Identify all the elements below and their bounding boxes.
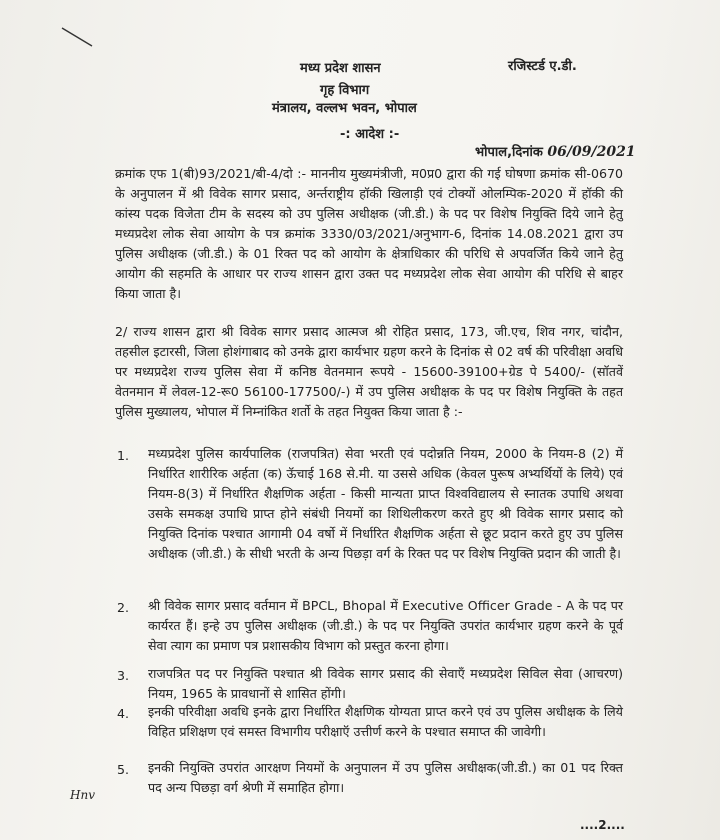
order-title: -: आदेश :- — [340, 127, 400, 142]
order-date — [475, 142, 636, 160]
condition-text: मध्यप्रदेश पुलिस कार्यपालिक (राजपत्रित) सेवा भरती एवं पदोन्नति नियम, 2000 के नियम-8 (2) में निर्धारित शारीरिक अर्हता (क) ऊॅचाई 168 से.मी. या उससे अधिक (केवल पुरूष अभ्यर्थियों के लिये) एवं नियम-8(3) में निर्धारित शैक्षणिक अर्हता - किसी मान्यता प्राप्त विश्वविद्यालय से स्नातक उपाधि अथवा उसके समकक्ष उपाधि प्राप्त होने संबंधी नियमों का शिथिलीकरण करते हुए श्री विवेक सागर प्रसाद को नियुक्ति दिनांक पश्चात आगामी 04 वर्षो में निर्धारित शैक्षणिक अर्हता से छूट प्रदान करते हुए उप पुलिस अधीक्षक (जी.डी.) के सीधी भरती के अन्य पिछड़ा वर्ग के रिक्त पद पर विशेष नियुक्ति प्रदान की जाती है। — [148, 446, 623, 561]
condition-number: 1. — [117, 448, 130, 463]
handwritten-initials: Hnv — [70, 788, 95, 802]
condition-number: 5. — [117, 762, 130, 777]
date-handwritten: 06/09/2021 — [547, 144, 636, 160]
condition-number: 4. — [117, 706, 130, 721]
condition-text: राजपत्रित पद पर नियुक्ति पश्चात श्री विवेक सागर प्रसाद की सेवाएँ मध्यप्रदेश सिविल सेवा (आचरण) नियम, 1965 के प्रावधानों से शासित होंगी। — [148, 666, 623, 701]
pen-mark — [58, 22, 98, 52]
condition-text: इनकी परिवीक्षा अवधि इनके द्वारा निर्धारित शैक्षणिक योग्यता प्राप्त करने एवं उप पुलिस अधीक्षक के लिये विहित प्रशिक्षण एवं समस्त विभागीय परीक्षाऍ उत्तीर्ण करने के पश्चात समाप्त की जावेगी। — [148, 704, 623, 739]
government-name: मध्य प्रदेश शासन — [300, 61, 381, 76]
department-name: गृह विभाग — [320, 83, 370, 98]
paragraph-1: क्रमांक एफ 1(बी)93/2021/बी-4/दो :- माननीय मुख्यमंत्रीजी, म0प्र0 द्वारा की गई घोषणा क्रमांक सी-0670 के अनुपालन में श्री विवेक सागर प्रसाद, अर्न्तराष्ट्रीय हॉकी खिलाड़ी एवं टोक्यों ओलम्पिक-2020 में हॉकी की कांस्य पदक विजेता टीम के सदस्य को उप पुलिस अधीक्षक (जी.डी.) के पद पर विशेष नियुक्ति दिये जाने हेतु मध्यप्रदेश लोक सेवा आयोग के पत्र क्रमांक 3330/03/2021/अनुभाग-6, दिनांक 14.08.2021 द्वारा उप पुलिस अधीक्षक (जी.डी.) के 01 रिक्त पद को आयोग के क्षेत्राधिकार की परिधि से अपवर्जित किये जाने हेतु आयोग की सहमति के आधार पर राज्य शासन द्वारा उक्त पद मध्यप्रदेश लोक सेवा आयोग की परिधि से बाहर किया जाता है। — [115, 166, 623, 301]
condition-text: इनकी नियुक्ति उपरांत आरक्षण नियमों के अनुपालन में उप पुलिस अधीक्षक(जी.डी.) का 01 पद रिक्त पद अन्य पिछड़ा वर्ग श्रेणी में समाहित होगा। — [148, 760, 623, 795]
condition-text: श्री विवेक सागर प्रसाद वर्तमान में BPCL, Bhopal में Executive Officer Grade - A के पद पर कार्यरत हैं। इन्हे उप पुलिस अधीक्षक (जी.डी.) के पद पर नियुक्ति उपरांत कार्यभार ग्रहण करने के पूर्व सेवा त्याग का प्रमाण पत्र प्रशासकीय विभाग को प्रस्तुत करना होगा। — [148, 598, 623, 653]
page-continuation: ....2.... — [580, 818, 625, 832]
condition-number: 2. — [117, 600, 130, 615]
office-address: मंत्रालय, वल्लभ भवन, भोपाल — [272, 101, 417, 116]
date-label: भोपाल,दिनांक — [475, 145, 543, 160]
condition-number: 3. — [117, 668, 130, 683]
registered-ad: रजिस्टर्ड ए.डी. — [508, 59, 577, 74]
paragraph-2: 2/ राज्य शासन द्वारा श्री विवेक सागर प्रसाद आत्मज श्री रोहित प्रसाद, 173, जी.एच, शिव नगर, चांदौन, तहसील इटारसी, जिला होशंगाबाद को उनके द्वारा कार्यभार ग्रहण करने के दिनांक से 02 वर्ष की परिवीक्षा अवधि पर मध्यप्रदेश राज्य पुलिस सेवा में कनिष्ठ वेतनमान रूपये - 15600-39100+ग्रेड पे 5400/- (सॉतवें वेतनमान में लेवल-12-रू0 56100-177500/-) में उप पुलिस अधीक्षक के पद पर विशेष नियुक्ति के तहत पुलिस मुख्यालय, भोपाल में निम्नांकित शर्तो के तहत नियुक्त किया जाता है :- — [115, 324, 623, 419]
